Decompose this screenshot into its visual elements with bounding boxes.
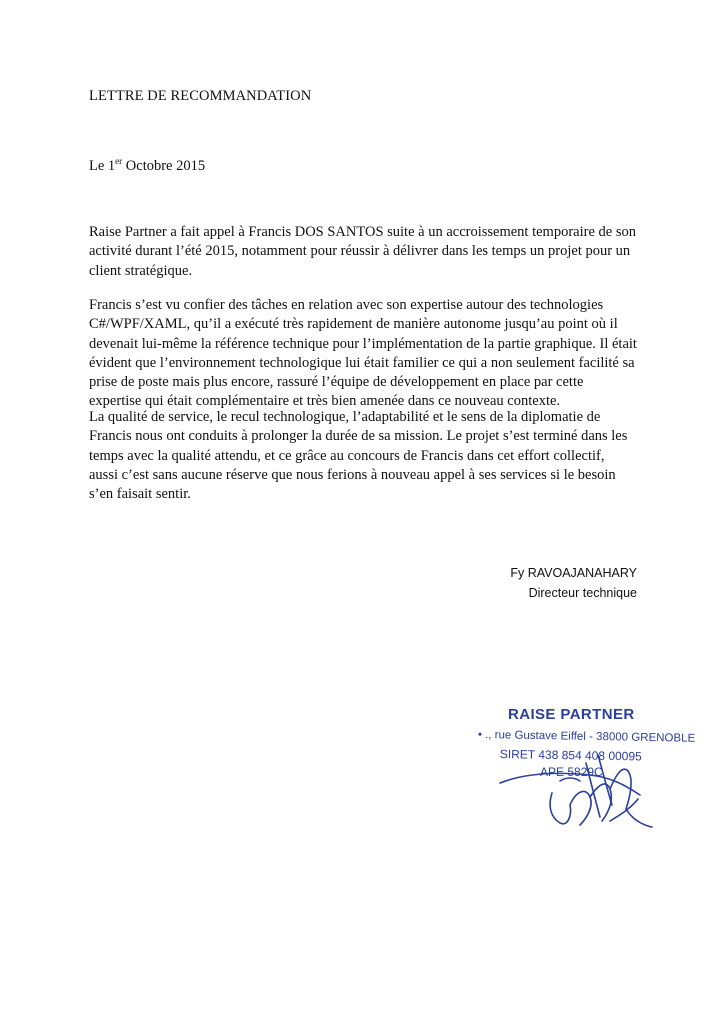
paragraph-line: expertise qui était complémentaire et très bien amenée dans ce nouveau contexte.: [89, 393, 561, 410]
signer-name: Fy RAVOAJANAHARY: [510, 566, 637, 580]
stamp-ape: APE 5829C: [540, 765, 603, 779]
signer-block: [509, 563, 637, 603]
paragraph-3: [89, 408, 649, 504]
stamp-siret: SIRET 438 854 408 00095: [499, 747, 642, 764]
paragraph-1: [89, 223, 649, 281]
paragraph-line: prise de poste mais plus encore, rassuré l’équipe de développement en place par cette: [89, 374, 584, 391]
paragraph-line: C#/WPF/XAML, qu’il a exécuté très rapidement de manière autonome jusqu’au point où il: [89, 316, 618, 333]
letter-date: [89, 158, 205, 175]
paragraph-line: aussi c’est sans aucune réserve que nous ferions à nouveau appel à ses services si le besoin: [89, 466, 616, 483]
date-prefix: Le 1: [89, 158, 116, 174]
paragraph-line: devenait lui-même la référence technique pour l’implémentation de la partie graphique. Il était: [89, 335, 637, 352]
paragraph-line: Raise Partner a fait appel à Francis DOS SANTOS suite à un accroissement temporaire de son: [89, 224, 636, 240]
stamp-address: • ., rue Gustave Eiffel - 38000 GRENOBLE: [477, 729, 696, 745]
paragraph-line: s’en faisait sentir.: [89, 486, 191, 503]
paragraph-line: Francis nous ont conduits à prolonger la durée de sa mission. Le projet s’est terminé dans les: [89, 428, 628, 445]
paragraph-line: Francis s’est vu confier des tâches en relation avec son expertise autour des technologies: [89, 297, 604, 313]
stamp-company-name: RAISE PARTNER: [508, 706, 635, 723]
paragraph-line: client stratégique.: [89, 262, 193, 279]
handwritten-signature: [490, 735, 660, 835]
paragraph-line: temps avec la qualité attendu, et ce grâce au concours de Francis dans cet effort collectif,: [89, 447, 605, 464]
paragraph-line: évident que l’environnement technologique lui était familier ce qui a non seulement facilité sa: [89, 354, 635, 371]
paragraph-line: La qualité de service, le recul technologique, l’adaptabilité et le sens de la diplomatie de: [89, 409, 601, 425]
letter-title: LETTRE DE RECOMMANDATION: [89, 88, 312, 104]
date-suffix: Octobre 2015: [122, 158, 206, 174]
paragraph-line: activité durant l’été 2015, notamment pour réussir à délivrer dans les temps un projet pour un: [89, 243, 631, 260]
paragraph-2: [89, 296, 649, 412]
signer-role: Directeur technique: [528, 586, 637, 600]
date-superscript: er: [115, 156, 123, 166]
